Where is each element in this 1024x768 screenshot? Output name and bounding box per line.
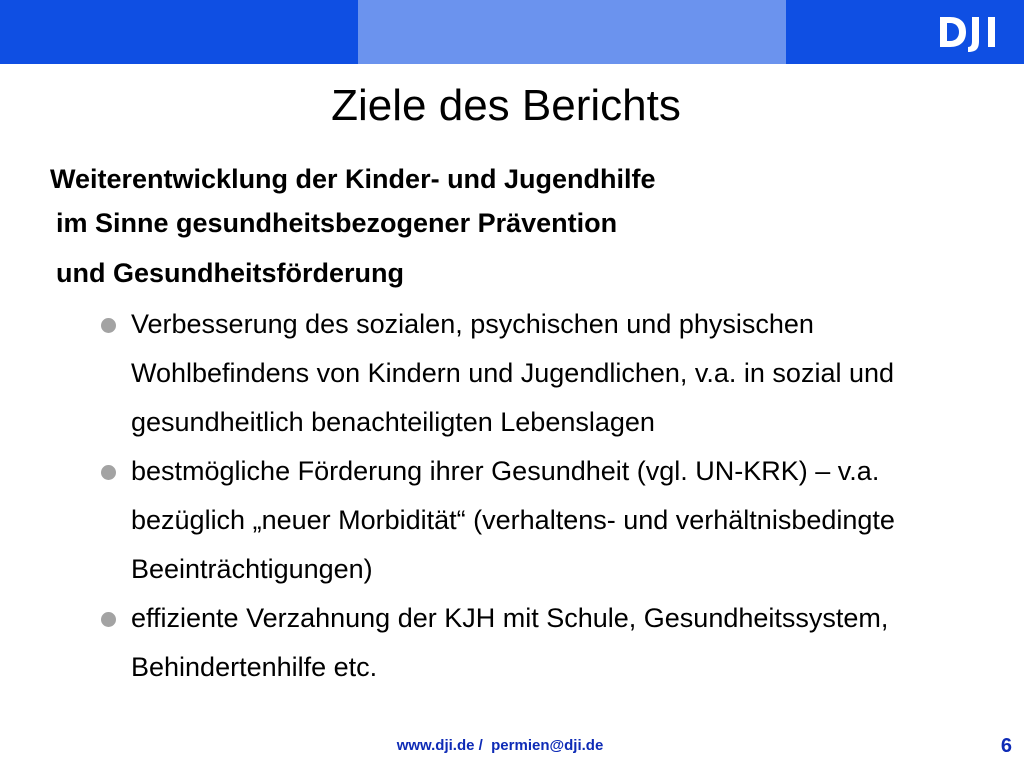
bullet-icon [101,465,116,480]
footer-url: www.dji.de / permien@dji.de [396,737,604,754]
heading-line-3: und Gesundheitsförderung [56,258,404,288]
bullet-text: Verbesserung des sozialen, psychischen und physischen Wohlbefindens von Kindern und Jugendlichen, v.a. in sozial und gesundheitlich benachteiligten Lebenslagen [131,309,895,437]
bullet-icon [101,318,116,333]
bullet-list [100,300,960,692]
header-band-middle [358,0,786,64]
bullet-text: effiziente Verzahnung der KJH mit Schule, Gesundheitssystem, Behindertenhilfe etc. [131,603,889,682]
heading-line-1: Weiterentwicklung der Kinder- und Jugendhilfe [50,164,656,194]
bullet-icon [101,612,116,627]
bullet-text: bestmögliche Förderung ihrer Gesundheit (vgl. UN-KRK) – v.a. bezüglich „neuer Morbidität“ (verhaltens- und verhältnisbedingte Beeinträchtigungen) [131,456,895,584]
header-band-left [0,0,358,64]
slide-heading [50,160,656,298]
bullet-item [100,594,960,692]
page-number: 6 [1000,735,1012,757]
heading-line-2: im Sinne gesundheitsbezogener Prävention [56,208,618,238]
bullet-item [100,300,960,447]
dji-logo [938,12,1002,52]
slide-title: Ziele des Berichts [331,81,681,130]
bullet-item [100,447,960,594]
